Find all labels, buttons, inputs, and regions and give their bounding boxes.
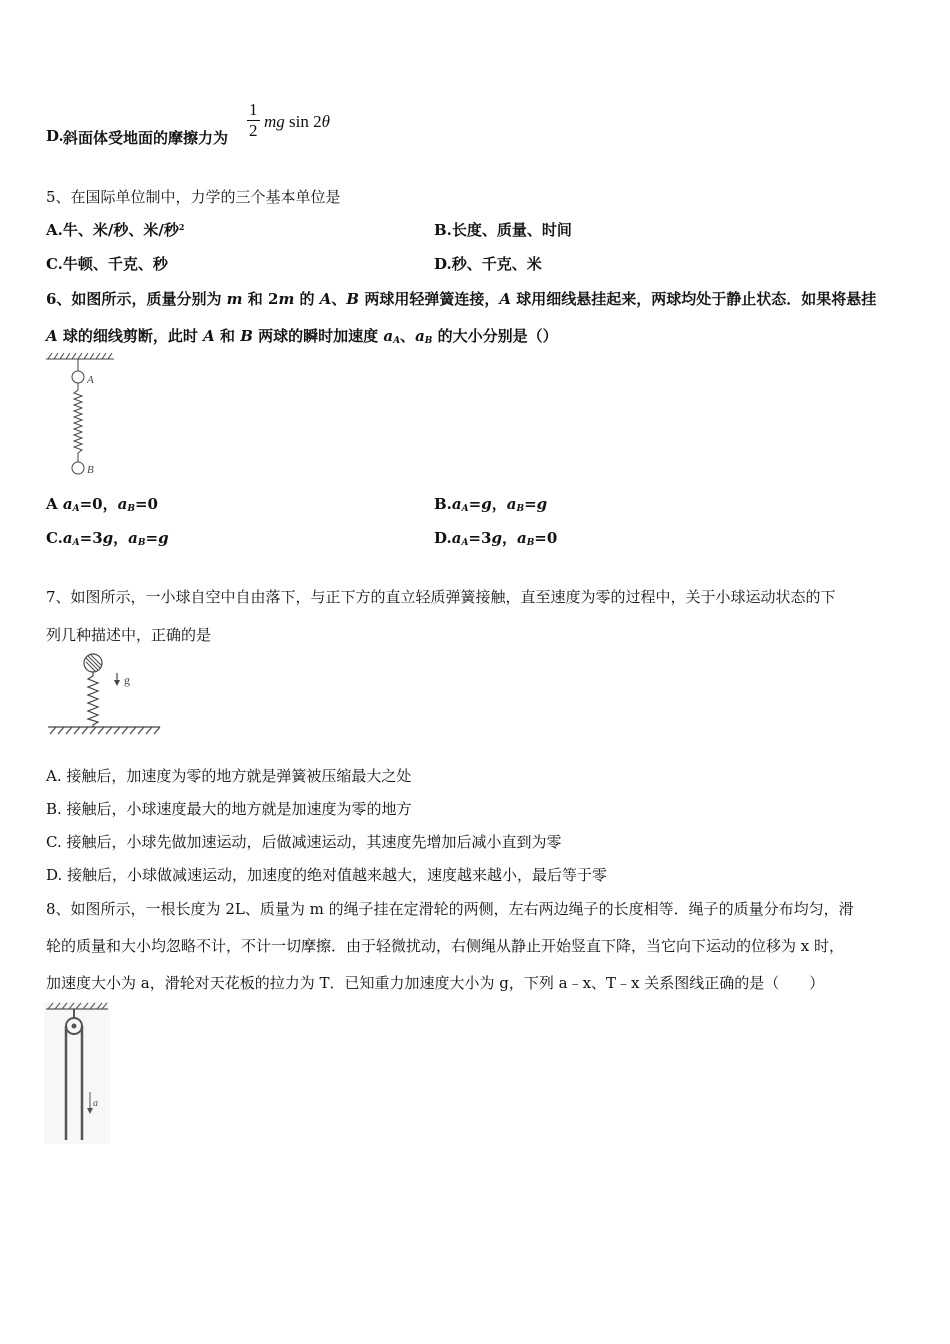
q6-oc-v2: = xyxy=(145,529,159,547)
q6-oa-v1: =0， xyxy=(79,495,118,513)
q6-option-a xyxy=(46,493,158,514)
q6-s2-p2: 和 xyxy=(214,327,241,345)
q6-s2-p5: 的大小分别是（） xyxy=(432,327,558,345)
q6-s1-p3: 的 xyxy=(294,290,320,308)
q6-oc-label: C. xyxy=(46,529,63,547)
q6-od-sep: ， xyxy=(501,529,517,547)
q6-s2-p4: 、 xyxy=(400,327,416,345)
q6-oa-v2: =0 xyxy=(134,495,158,513)
q6-s1-B: B xyxy=(346,290,360,308)
q6-oa-a1: a xyxy=(62,495,73,513)
q8-fig-a-label: a xyxy=(93,1098,98,1109)
q8-stem-line3: 加速度大小为 a，滑轮对天花板的拉力为 T．已知重力加速度大小为 g，下列 a﹣x、T﹣x 关系图线正确的是（ ） xyxy=(46,974,825,992)
q6-oa-a2: a xyxy=(117,495,128,513)
q6-s2-A2: A xyxy=(203,327,215,345)
fraction-numerator: 1 xyxy=(249,100,258,119)
q6-od-s2: B xyxy=(526,538,535,548)
q8-stem-line2: 轮的质量和大小均忽略不计，不计一切摩擦．由于轻微扰动，右侧绳从静止开始竖直下降，当它向下运动的位移为 x 时， xyxy=(46,937,845,955)
q6-fig-label-a: A xyxy=(87,374,94,386)
q6-od-v1: =3 xyxy=(468,529,492,547)
q6-ob-s2: B xyxy=(516,504,525,514)
q6-ob-sep: ， xyxy=(491,495,507,513)
q6-s1-A2: A xyxy=(499,290,511,308)
formula-mg: mg xyxy=(264,112,285,131)
gravity-arrow-icon xyxy=(114,680,120,686)
q6-od-v2: =0 xyxy=(534,529,558,547)
q6-s2-a: a xyxy=(383,327,394,345)
q6-ob-a2: a xyxy=(506,495,517,513)
q6-s2-B: B xyxy=(240,327,253,345)
q7-option-d: D. 接触后，小球做减速运动，加速度的绝对值越来越大，速度越来越小，最后等于零 xyxy=(46,866,608,884)
q4-option-d-text: 斜面体受地面的摩擦力为 xyxy=(63,129,229,147)
q6-s1-p5: 两球用轻弹簧连接， xyxy=(359,290,500,308)
q6-option-d xyxy=(434,527,557,548)
q6-oa-s1: A xyxy=(72,504,80,514)
q6-s1-p4: 、 xyxy=(331,290,347,308)
formula-sin: sin xyxy=(289,112,309,131)
q6-s2-A: A xyxy=(46,327,58,345)
q6-ob-v1: = xyxy=(468,495,482,513)
formula-two: 2 xyxy=(313,112,322,131)
q6-oc-g2: g xyxy=(158,529,169,547)
q5-option-a xyxy=(46,219,184,240)
formula-mg-sin2theta xyxy=(264,112,330,132)
q6-stem-line2 xyxy=(46,325,558,346)
q6-s1-p2: 和 2 xyxy=(242,290,279,308)
q6-s2-p3: 两球的瞬时加速度 xyxy=(252,327,384,345)
q6-s2-subB: B xyxy=(424,336,433,346)
q6-s1-m2: m xyxy=(278,290,295,308)
q5-option-b: B.长度、质量、时间 xyxy=(434,221,572,239)
q6-s2-subA: A xyxy=(393,336,401,346)
q5-stem: 5、在国际单位制中，力学的三个基本单位是 xyxy=(46,188,341,206)
q6-od-a1: a xyxy=(451,529,462,547)
q6-s1-m: m xyxy=(226,290,243,308)
q6-ob-g2: g xyxy=(536,495,548,513)
q8-pulley-figure xyxy=(44,1002,110,1144)
q6-s2-a2: a xyxy=(415,327,425,345)
q6-oc-a2: a xyxy=(128,529,138,547)
q5-option-a-superscript: 2 xyxy=(178,222,185,232)
q6-oc-s1: A xyxy=(72,538,80,548)
q6-od-s1: A xyxy=(461,538,469,548)
q6-od-label: D. xyxy=(434,529,452,547)
q6-oc-sep: ， xyxy=(113,529,129,547)
q7-stem-line1: 7、如图所示，一小球自空中自由落下，与正下方的直立轻质弹簧接触，直至速度为零的过程中，关于小球运动状态的下 xyxy=(46,588,836,606)
q5-option-c: C.牛顿、千克、秒 xyxy=(46,255,168,273)
q6-spring-figure xyxy=(44,352,124,482)
formula-theta: θ xyxy=(321,112,330,131)
q6-ob-s1: A xyxy=(461,504,469,514)
q6-oa-s2: B xyxy=(127,504,135,514)
q6-s1-A: A xyxy=(319,290,332,308)
q7-option-a: A. 接触后，加速度为零的地方就是弹簧被压缩最大之处 xyxy=(46,767,412,785)
fraction-denominator: 2 xyxy=(249,121,258,140)
q6-oa-label: A xyxy=(46,495,63,513)
fraction-one-half xyxy=(247,100,260,141)
q6-s1-p1: 6、如图所示，质量分别为 xyxy=(46,290,227,308)
q6-od-a2: a xyxy=(516,529,527,547)
q5-option-d: D.秒、千克、米 xyxy=(434,255,542,273)
q7-stem-line2: 列几种描述中，正确的是 xyxy=(46,626,212,644)
q8-stem-line1: 8、如图所示，一根长度为 2L、质量为 m 的绳子挂在定滑轮的两侧，左右两边绳子的长度相等．绳子的质量分布均匀，滑 xyxy=(46,900,854,918)
q4-option-d-label: D. xyxy=(46,127,64,145)
q6-s2-p1: 球的细线剪断，此时 xyxy=(57,327,204,345)
q6-stem-line1 xyxy=(46,288,876,309)
q6-option-b xyxy=(434,493,547,514)
q6-oc-s2: B xyxy=(137,538,146,548)
q6-oc-g1: g xyxy=(102,529,114,547)
q6-od-g1: g xyxy=(491,529,502,547)
q7-fig-g-label: g xyxy=(124,673,130,687)
q6-option-c xyxy=(46,527,169,548)
q5-option-a-text: A.牛、米/秒、米/秒 xyxy=(46,221,179,239)
q6-fig-label-b: B xyxy=(87,464,94,476)
q6-ob-label: B. xyxy=(434,495,452,513)
q6-oc-v1: =3 xyxy=(79,529,103,547)
q6-ob-g1: g xyxy=(481,495,492,513)
q7-option-b: B. 接触后，小球速度最大的地方就是加速度为零的地方 xyxy=(46,800,412,818)
q7-ball-spring-figure xyxy=(44,650,166,742)
q6-oc-a1: a xyxy=(62,529,73,547)
q7-option-c: C. 接触后，小球先做加速运动，后做减速运动，其速度先增加后减小直到为零 xyxy=(46,833,562,851)
q6-ob-a1: a xyxy=(451,495,462,513)
q6-ob-v2: = xyxy=(524,495,537,513)
q6-s1-p6: 球用细线悬挂起来，两球均处于静止状态．如果将悬挂 xyxy=(510,290,877,308)
